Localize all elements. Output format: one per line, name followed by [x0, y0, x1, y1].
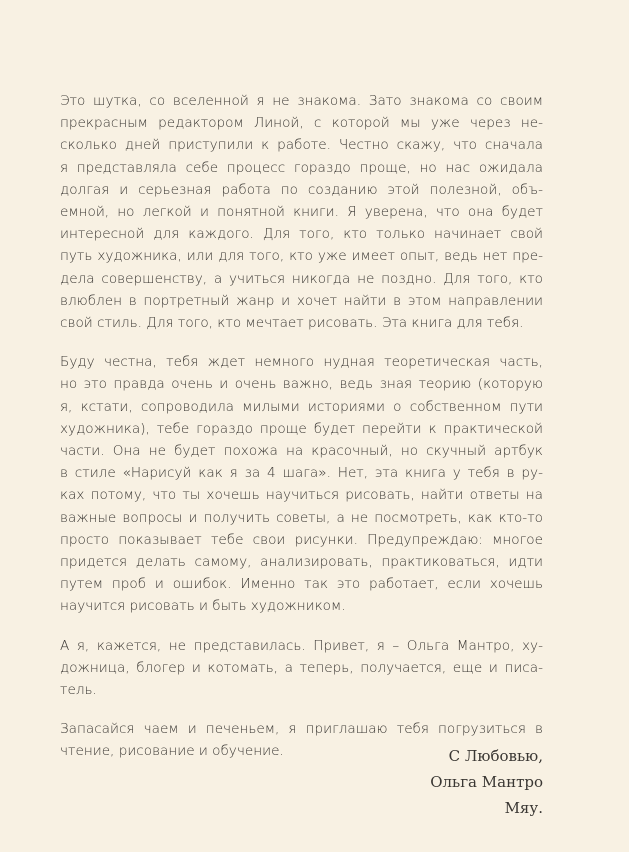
text-line: но это правда очень и очень важно, ведь зная теорию (которую — [60, 376, 543, 393]
signature — [430, 743, 543, 821]
signature-greeting: С Любовью, — [448, 747, 543, 765]
text-line: просто показывает тебе свои рисунки. Предупреждаю: многое — [60, 531, 543, 548]
paragraph-intro — [60, 90, 543, 334]
text-line: важные вопросы и получить советы, а не посмотреть, как кто-то — [60, 509, 543, 526]
paragraph-theory — [60, 351, 543, 617]
text-line: я представляла себе процесс гораздо проще, но нас ожидала — [60, 159, 543, 176]
text-line: части. Она не будет похожа на красочный, но скучный артбук — [60, 443, 543, 460]
text-line: дела совершенству, а учиться никогда не поздно. Для того, кто — [60, 270, 543, 287]
signature-closing: Мяу. — [504, 799, 543, 817]
text-line: тель. — [60, 682, 97, 699]
text-line: дожница, блогер и котомать, а теперь, получается, еще и писа- — [60, 659, 543, 676]
text-line: научится рисовать и быть художником. — [60, 598, 346, 615]
text-line: ках потому, что ты хочешь научиться рисовать, найти ответы на — [60, 487, 543, 504]
text-line: влюблен в портретный жанр и хочет найти в этом направлении — [60, 292, 543, 309]
text-line: прекрасным редактором Линой, с которой мы уже через не- — [60, 115, 543, 132]
text-line: долгая и серьезная работа по созданию этой полезной, объ- — [60, 181, 543, 198]
text-line: в стиле «Нарисуй как я за 4 шага». Нет, эта книга у тебя в ру- — [60, 465, 543, 482]
text-line: путем проб и ошибок. Именно так это работает, если хочешь — [60, 576, 543, 593]
text-line: интересной для каждого. Для того, кто только начинает свой — [60, 226, 543, 243]
signature-author: Ольга Мантро — [430, 773, 543, 791]
paragraph-introduction — [60, 635, 543, 702]
text-line: я, кстати, сопроводила милыми историями о собственном пути — [60, 398, 543, 415]
text-line: Запасайся чаем и печеньем, я приглашаю тебя погрузиться в — [60, 721, 543, 738]
paragraph-gap — [60, 618, 543, 635]
text-line: художника), тебе гораздо проще будет перейти к практической — [60, 420, 543, 437]
body-text — [60, 90, 543, 763]
text-line: путь художника, или для того, кто уже имеет опыт, ведь нет пре- — [60, 248, 543, 265]
text-line: придется делать самому, анализировать, практиковаться, идти — [60, 554, 543, 571]
paragraph-gap — [60, 334, 543, 351]
text-line: А я, кажется, не представилась. Привет, я – Ольга Мантро, ху- — [60, 637, 543, 654]
text-line: Буду честна, тебя ждет немного нудная теоретическая часть, — [60, 354, 543, 371]
text-line: емной, но легкой и понятной книги. Я уверена, что она будет — [60, 204, 543, 221]
text-line: Это шутка, со вселенной я не знакома. Зато знакома со своим — [60, 93, 543, 109]
text-line: свой стиль. Для того, кто мечтает рисовать. Эта книга для тебя. — [60, 315, 524, 332]
text-line: чтение, рисование и обучение. — [60, 743, 284, 760]
paragraph-gap — [60, 701, 543, 718]
text-line: сколько дней приступили к работе. Честно скажу, что сначала — [60, 137, 543, 154]
